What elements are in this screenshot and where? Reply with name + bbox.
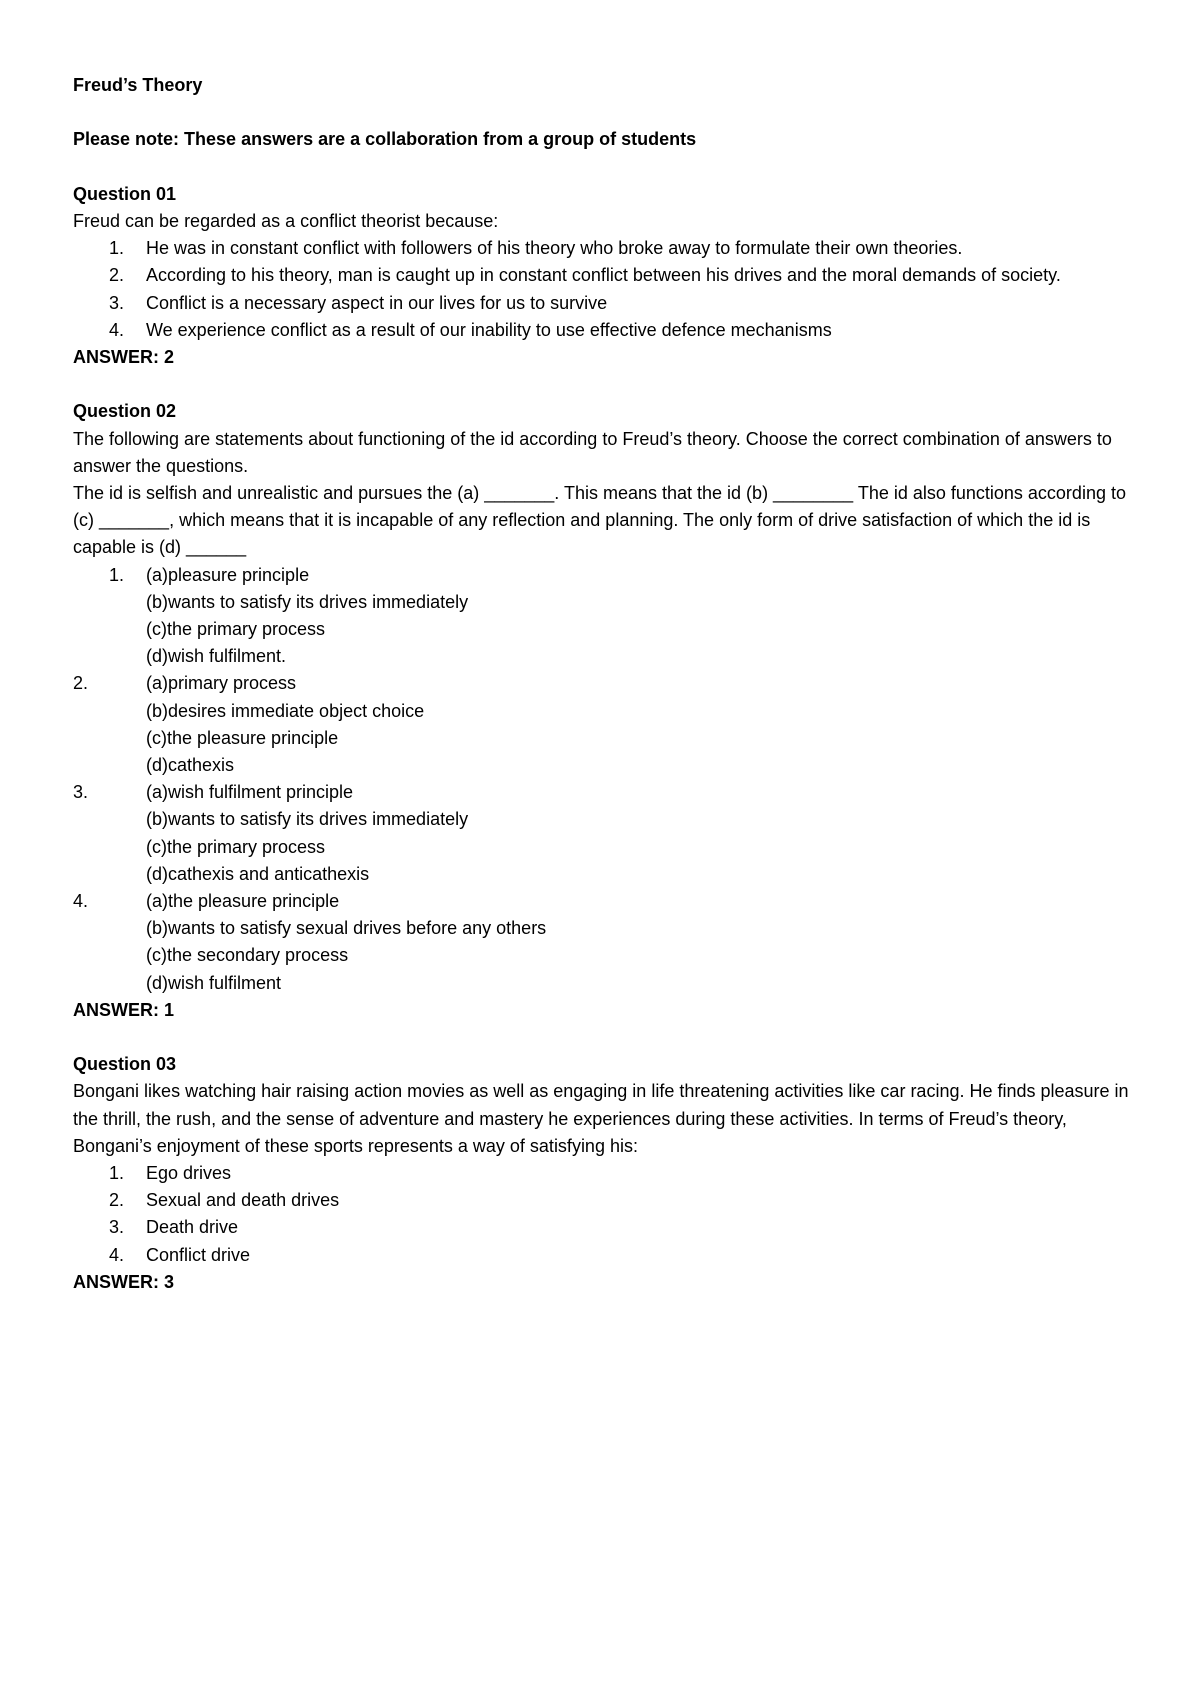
option-line: (c)the primary process (146, 619, 326, 640)
option-number: 2. (73, 673, 89, 694)
option-text: Sexual and death drives (146, 1190, 340, 1211)
q3-option (73, 1160, 1143, 1187)
q3-stem: Bongani likes watching hair raising action movies as well as engaging in life threatening activities like car racing. He finds pleasure in the thrill, the rush, and the sense of adventure and mastery he experiences during these activities. In terms of Freud’s theory, Bongani’s enjoyment of these sports represents a way of satisfying his: (73, 1081, 1129, 1156)
option-line: (d)wish fulfilment. (146, 646, 287, 667)
option-number: 4. (109, 319, 125, 340)
option-line: (a)pleasure principle (146, 564, 310, 585)
option-line: (d)cathexis (146, 755, 235, 776)
option-text: Conflict drive (146, 1244, 251, 1265)
option-line: (c)the pleasure principle (146, 727, 339, 748)
document-title: Freud’s Theory (73, 75, 203, 95)
q2-option (73, 888, 1143, 997)
option-line: (d)cathexis and anticathexis (146, 863, 370, 884)
option-number: 1. (109, 564, 125, 585)
q3-answer: ANSWER: 3 (73, 1271, 175, 1292)
option-number: 3. (73, 782, 89, 803)
q1-option (73, 235, 1143, 262)
q2-answer: ANSWER: 1 (73, 999, 175, 1020)
q2-stem-intro: The following are statements about functioning of the id according to Freud’s theory. Choose the correct combination of answers to answer the questions. (73, 428, 1112, 476)
option-text: We experience conflict as a result of our inability to use effective defence mechanisms (146, 319, 832, 340)
q2-stem-passage: The id is selfish and unrealistic and pursues the (a) _______. This means that the id (b) ________ The id also functions according to (c) _______, which means that it is incapable of any reflection and planning. The only form of drive satisfaction of which the id is capable is (d) ______ (73, 483, 1126, 558)
option-line: (b)desires immediate object choice (146, 700, 425, 721)
option-number: 4. (73, 891, 89, 912)
q1-stem: Freud can be regarded as a conflict theorist because: (73, 210, 499, 231)
option-number: 1. (109, 238, 125, 259)
q2-heading: Question 02 (73, 401, 177, 422)
option-line: (b)wants to satisfy its drives immediately (146, 809, 469, 830)
q3-option (73, 1242, 1143, 1269)
collaboration-note: Please note: These answers are a collaboration from a group of students (73, 129, 697, 150)
q3-option (73, 1214, 1143, 1241)
q2-option (73, 562, 1143, 671)
q1-option (73, 317, 1143, 344)
option-line: (a)the pleasure principle (146, 891, 340, 912)
q2-option (73, 779, 1143, 888)
q3-option (73, 1187, 1143, 1214)
option-line: (b)wants to satisfy its drives immediately (146, 591, 469, 612)
option-line: (d)wish fulfilment (146, 972, 282, 993)
option-number: 1. (109, 1163, 125, 1184)
option-line: (a)primary process (146, 673, 297, 694)
option-text: He was in constant conflict with followers of his theory who broke away to formulate their own theories. (146, 238, 963, 259)
option-line: (c)the primary process (146, 836, 326, 857)
option-number: 3. (109, 1217, 125, 1238)
q1-option (73, 290, 1143, 317)
option-text: Ego drives (146, 1163, 232, 1184)
option-number: 2. (109, 1190, 125, 1211)
option-text: According to his theory, man is caught up in constant conflict between his drives and the moral demands of society. (146, 265, 1061, 286)
q3-heading: Question 03 (73, 1054, 177, 1075)
q1-answer: ANSWER: 2 (73, 347, 175, 367)
option-line: (a)wish fulfilment principle (146, 782, 354, 803)
option-number: 4. (109, 1244, 125, 1265)
option-number: 2. (109, 265, 125, 286)
q1-option (73, 262, 1143, 289)
q2-option (73, 670, 1143, 779)
option-text: Death drive (146, 1217, 239, 1238)
q1-heading: Question 01 (73, 183, 177, 204)
option-text: Conflict is a necessary aspect in our lives for us to survive (146, 292, 608, 313)
document-body (73, 72, 1143, 1296)
option-number: 3. (109, 292, 125, 313)
option-line: (c)the secondary process (146, 945, 349, 966)
option-line: (b)wants to satisfy sexual drives before any others (146, 918, 547, 939)
